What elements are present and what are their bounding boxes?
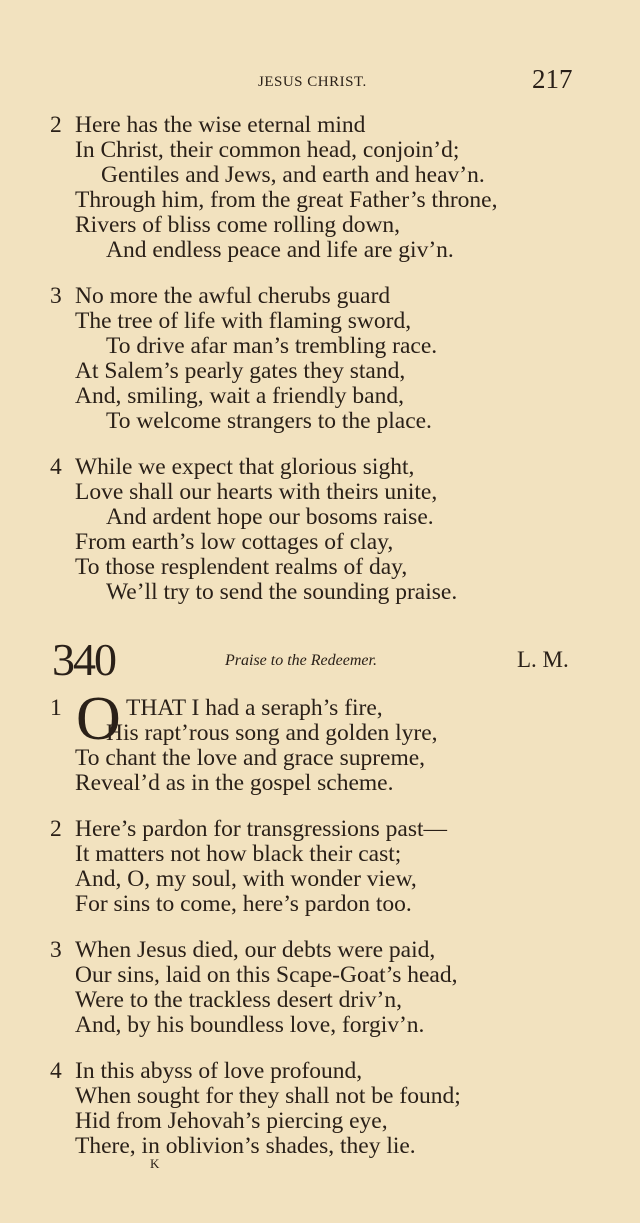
verse-line: And ardent hope our bosoms raise.: [106, 504, 434, 530]
verse-line: To chant the love and grace supreme,: [75, 745, 426, 771]
stanza-number: 4: [50, 1058, 62, 1084]
verse-line: At Salem’s pearly gates they stand,: [75, 358, 406, 384]
stanza-number: 4: [50, 454, 62, 480]
verse-line: To welcome strangers to the place.: [106, 408, 432, 434]
page-number: 217: [532, 64, 573, 94]
drop-cap: O: [76, 685, 121, 753]
stanza-number: 3: [50, 937, 62, 963]
verse-line: Through him, from the great Father’s throne,: [75, 187, 498, 213]
verse-line: In Christ, their common head, conjoin’d;: [75, 137, 460, 163]
verse-line: Reveal’d as in the gospel scheme.: [75, 770, 394, 796]
running-head: JESUS CHRIST.: [258, 74, 367, 90]
verse-line: For sins to come, here’s pardon too.: [75, 891, 412, 917]
verse-line: And endless peace and life are giv’n.: [106, 237, 454, 263]
verse-line: It matters not how black their cast;: [75, 841, 402, 867]
hymn-number: 340: [52, 634, 115, 685]
verse-line: When Jesus died, our debts were paid,: [75, 937, 436, 963]
stanza-number: 1: [50, 695, 62, 721]
stanza-number: 2: [50, 816, 62, 842]
verse-line: Hid from Jehovah’s piercing eye,: [75, 1108, 388, 1134]
hymn-meter: L. M.: [517, 647, 569, 672]
stanza-number: 3: [50, 283, 62, 309]
verse-line: When sought for they shall not be found;: [75, 1083, 461, 1109]
verse-line: While we expect that glorious sight,: [75, 454, 415, 480]
verse-line: From earth’s low cottages of clay,: [75, 529, 394, 555]
verse-line: Were to the trackless desert driv’n,: [75, 987, 402, 1013]
verse-line: Rivers of bliss come rolling down,: [75, 212, 401, 238]
verse-line: There, in oblivion’s shades, they lie.: [75, 1133, 416, 1159]
verse-line: Gentiles and Jews, and earth and heav’n.: [101, 162, 485, 188]
verse-line: We’ll try to send the sounding praise.: [106, 579, 458, 605]
verse-line: His rapt’rous song and golden lyre,: [106, 720, 438, 746]
signature-mark: K: [150, 1156, 160, 1171]
verse-line: And, O, my soul, with wonder view,: [75, 866, 417, 892]
verse-line: Here’s pardon for transgressions past—: [75, 816, 447, 842]
verse-line: Love shall our hearts with theirs unite,: [75, 479, 438, 505]
verse-line: And, by his boundless love, forgiv’n.: [75, 1012, 425, 1038]
verse-line: In this abyss of love profound,: [75, 1058, 363, 1084]
hymn-title: Praise to the Redeemer.: [225, 652, 377, 669]
verse-line: THAT I had a seraph’s fire,: [126, 695, 383, 721]
verse-line: To those resplendent realms of day,: [75, 554, 408, 580]
verse-line: The tree of life with flaming sword,: [75, 308, 412, 334]
stanza-number: 2: [50, 112, 62, 138]
verse-line: Here has the wise eternal mind: [75, 112, 366, 138]
verse-line: Our sins, laid on this Scape-Goat’s head,: [75, 962, 458, 988]
verse-line: And, smiling, wait a friendly band,: [75, 383, 404, 409]
verse-line: To drive afar man’s trembling race.: [106, 333, 438, 359]
verse-line: No more the awful cherubs guard: [75, 283, 391, 309]
